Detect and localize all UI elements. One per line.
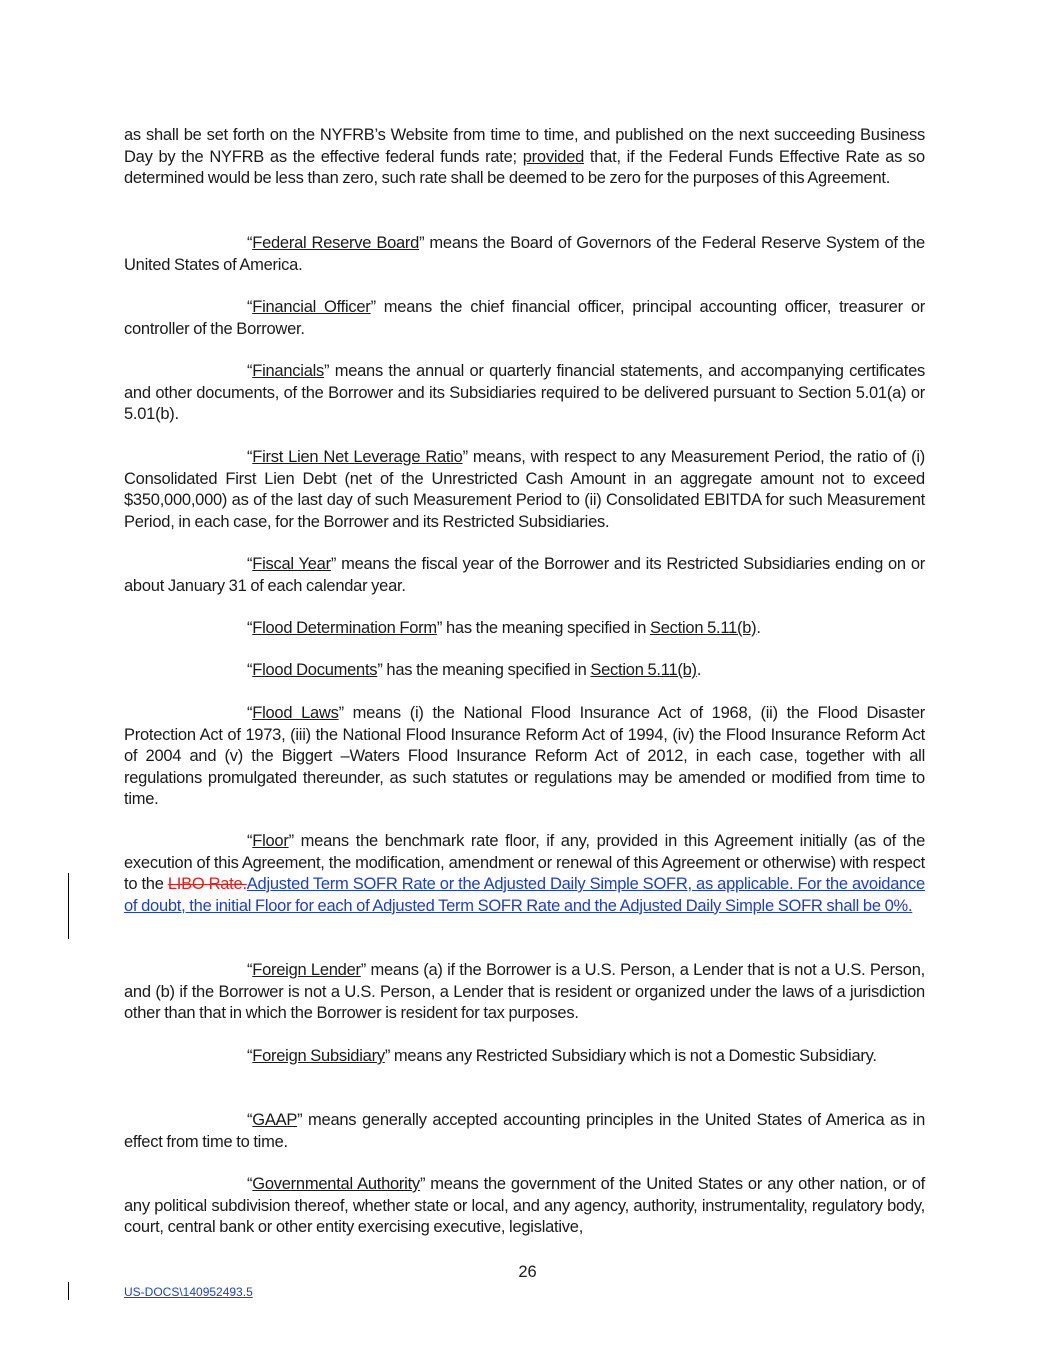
- definition-floor: “Floor” means the benchmark rate floor, if any, provided in this Agreement initially (as of the execution of this Agreement, the modification, amendment or renewal of this Agreement or otherwise) with respect to the LIBO Rate.Adjusted Term SOFR Rate or the Adjusted Daily Simple SOFR, as applicable. For the avoidance of doubt, the initial Floor for each of Adjusted Term SOFR Rate and the Adjusted Daily Simple SOFR shall be 0%.: [124, 832, 925, 915]
- section-reference: Section 5.11(b): [649, 619, 757, 637]
- definition-fiscal-year: “Fiscal Year” means the fiscal year of the Borrower and its Restricted Subsidiaries ending on or about January 31 of each calendar year.: [124, 555, 925, 595]
- defined-term: Governmental Authority: [252, 1175, 420, 1193]
- section-reference: Section 5.11(b): [590, 661, 697, 679]
- paragraph-federal-funds-continuation: as shall be set forth on the NYFRB’s Website from time to time, and published on the next succeeding Business Day by the NYFRB as the effective federal funds rate; provided that, if the Federal Funds Effective Rate as so determined would be less than zero, such rate shall be deemed to be zero for the purposes of this Agreement.: [124, 126, 925, 187]
- defined-term: Financials: [252, 362, 325, 380]
- definition-flood-determination-form: “Flood Determination Form” has the meaning specified in Section 5.11(b).: [247, 619, 761, 637]
- definition-foreign-subsidiary: “Foreign Subsidiary” means any Restricted Subsidiary which is not a Domestic Subsidiary.: [247, 1047, 877, 1065]
- defined-term: Floor: [252, 832, 289, 850]
- definition-financial-officer: “Financial Officer” means the chief financial officer, principal accounting officer, treasurer or controller of the Borrower.: [124, 298, 925, 338]
- defined-term: Financial Officer: [252, 298, 371, 316]
- deleted-text: LIBO Rate.: [167, 875, 247, 893]
- definition-first-lien-net-leverage-ratio: “First Lien Net Leverage Ratio” means, with respect to any Measurement Period, the ratio of (i) Consolidated First Lien Debt (net of the Unrestricted Cash Amount in an aggregate amount not to exceed $350,000,000) as of the last day of such Measurement Period to (ii) Consolidated EBITDA for such Measurement Period, in each case, for the Borrower and its Restricted Subsidiaries.: [124, 448, 925, 531]
- defined-term: Flood Laws: [252, 704, 339, 722]
- defined-term: Foreign Subsidiary: [252, 1047, 385, 1065]
- defined-term: First Lien Net Leverage Ratio: [252, 448, 463, 466]
- definition-gaap: “GAAP” means generally accepted accounting principles in the United States of America as in effect from time to time.: [124, 1111, 925, 1151]
- change-bar: [68, 873, 69, 939]
- page-number: 26: [518, 1263, 537, 1281]
- definition-flood-laws: “Flood Laws” means (i) the National Flood Insurance Act of 1968, (ii) the Flood Disaster Protection Act of 1973, (iii) the National Flood Insurance Reform Act of 1994, (iv) the Flood Insurance Reform Act of 2004 and (v) the Biggert –Waters Flood Insurance Reform Act of 2012, in each case, together with all regulations promulgated thereunder, as such statutes or regulations may be amended or modified from time to time.: [124, 704, 925, 808]
- defined-term: Foreign Lender: [252, 961, 361, 979]
- defined-term: Federal Reserve Board: [252, 234, 420, 252]
- definition-federal-reserve-board: “Federal Reserve Board” means the Board of Governors of the Federal Reserve System of the United States of America.: [124, 234, 925, 274]
- definition-foreign-lender: “Foreign Lender” means (a) if the Borrower is a U.S. Person, a Lender that is not a U.S. Person, and (b) if the Borrower is not a U.S. Person, a Lender that is resident or organized under the laws of a jurisdiction other than that in which the Borrower is resident for tax purposes.: [124, 961, 925, 1022]
- inserted-text: Adjusted Term SOFR Rate or the Adjusted Daily Simple SOFR, as applicable. For the avoidance of doubt, the initial Floor for each of Adjusted Term SOFR Rate and the Adjusted Daily Simple SOFR shall be 0%.: [124, 875, 925, 915]
- term-provided: provided: [522, 147, 585, 166]
- defined-term: Fiscal Year: [252, 555, 331, 573]
- defined-term: Flood Documents: [252, 661, 378, 679]
- defined-term: Flood Determination Form: [252, 619, 437, 637]
- document-id: US-DOCS\140952493.5: [124, 1285, 253, 1299]
- footer-change-bar: [68, 1282, 69, 1300]
- definition-governmental-authority: “Governmental Authority” means the government of the United States or any other nation, or of any political subdivision thereof, whether state or local, and any agency, authority, instrumentality, regulatory body, court, central bank or other entity exercising executive, legislative,: [124, 1175, 925, 1236]
- definition-flood-documents: “Flood Documents” has the meaning specified in Section 5.11(b).: [247, 661, 702, 679]
- definition-financials: “Financials” means the annual or quarterly financial statements, and accompanying certificates and other documents, of the Borrower and its Subsidiaries required to be delivered pursuant to Section 5.01(a) or 5.01(b).: [124, 362, 925, 423]
- defined-term: GAAP: [252, 1111, 298, 1129]
